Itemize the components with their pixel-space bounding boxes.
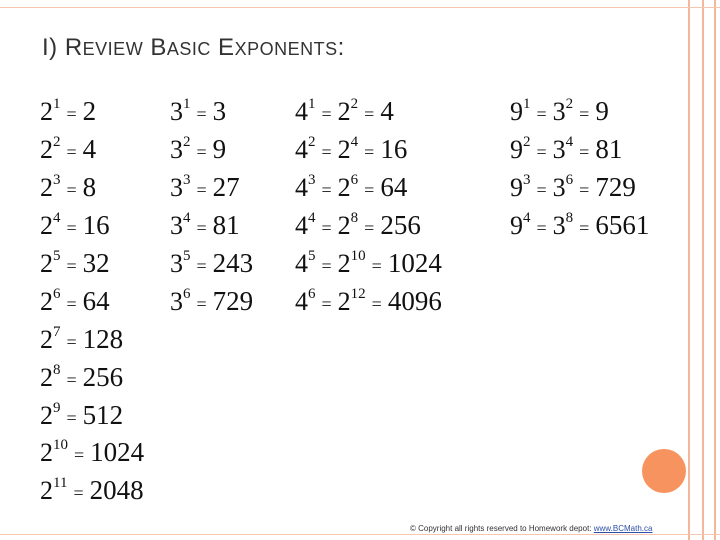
exponent: 3 (53, 172, 61, 188)
equals-sign: = (66, 218, 77, 238)
equals-sign: = (364, 142, 375, 162)
border-stripe (688, 0, 690, 540)
base: 2 (40, 401, 53, 430)
result-value: 16 (82, 210, 110, 240)
equals-sign: = (536, 180, 547, 200)
result-value: 9 (595, 96, 609, 126)
intermediate-exponent: 10 (350, 248, 366, 264)
intermediate-base: 2 (337, 249, 351, 278)
exponent-row (40, 96, 96, 129)
exponent: 8 (53, 362, 61, 378)
result-value: 81 (212, 210, 240, 240)
equals-sign: = (196, 180, 207, 200)
equals-sign: = (196, 218, 207, 238)
copyright-footer (410, 524, 652, 533)
exponent: 5 (183, 248, 191, 264)
intermediate-exponent: 2 (350, 96, 359, 112)
equals-sign: = (536, 218, 547, 238)
exponent-row (40, 324, 123, 357)
exponent-row (510, 210, 649, 243)
result-value: 2 (82, 96, 97, 126)
result-value: 32 (82, 248, 110, 278)
base: 2 (40, 135, 53, 164)
border-line-bottom (0, 534, 720, 535)
equals-sign: = (196, 142, 207, 162)
exponent-row (295, 286, 442, 319)
intermediate-exponent: 12 (350, 286, 366, 302)
base: 2 (40, 325, 53, 354)
exponent: 1 (308, 96, 316, 112)
decorative-circle (642, 449, 686, 493)
base: 9 (510, 97, 523, 126)
intermediate-exponent: 8 (350, 210, 359, 226)
base: 3 (170, 97, 183, 126)
exponent: 4 (183, 210, 191, 226)
exponent: 4 (53, 210, 61, 226)
exponent-row (40, 134, 96, 167)
result-value: 256 (380, 210, 421, 240)
border-line-top (0, 7, 720, 8)
exponent-row (40, 248, 110, 281)
exponent: 2 (523, 134, 531, 150)
exponent-row (40, 172, 96, 205)
intermediate-base: 2 (337, 135, 351, 164)
exponent: 9 (53, 400, 61, 416)
result-value: 729 (212, 286, 254, 316)
base: 9 (510, 173, 523, 202)
result-value: 3 (212, 96, 227, 126)
intermediate-base: 2 (337, 287, 351, 316)
intermediate-base: 2 (337, 173, 351, 202)
base: 2 (40, 363, 53, 392)
exponent: 3 (183, 172, 191, 188)
intermediate-base: 3 (552, 135, 566, 164)
exponent: 5 (308, 248, 316, 264)
equals-sign: = (364, 104, 375, 124)
base: 4 (295, 97, 308, 126)
result-value: 1024 (387, 248, 442, 278)
equals-sign: = (66, 142, 77, 162)
equals-sign: = (579, 180, 590, 200)
result-value: 128 (82, 324, 124, 354)
equals-sign: = (66, 180, 77, 200)
base: 2 (40, 438, 53, 467)
equals-sign: = (321, 142, 332, 162)
exponent: 5 (53, 248, 61, 264)
intermediate-exponent: 4 (565, 134, 574, 150)
exponent-row (40, 362, 123, 395)
exponent: 6 (183, 286, 191, 302)
exponent-row (295, 172, 407, 205)
base: 4 (295, 135, 308, 164)
result-value: 512 (82, 400, 124, 430)
result-value: 6561 (595, 210, 650, 240)
exponent: 2 (308, 134, 316, 150)
exponent-row (510, 172, 636, 205)
exponent-row (170, 248, 253, 281)
intermediate-exponent: 6 (350, 172, 359, 188)
equals-sign: = (66, 104, 77, 124)
equals-sign: = (371, 256, 382, 276)
exponent-row (170, 134, 226, 167)
base: 9 (510, 135, 523, 164)
copyright-text: © Copyright all rights reserved to Homework depot: (410, 524, 594, 533)
base: 2 (40, 287, 53, 316)
result-value: 64 (380, 172, 408, 202)
base: 2 (40, 211, 53, 240)
equals-sign: = (579, 218, 590, 238)
equals-sign: = (196, 294, 207, 314)
exponent-row (295, 210, 421, 243)
result-value: 9 (212, 134, 227, 164)
equals-sign: = (364, 180, 375, 200)
intermediate-exponent: 6 (565, 172, 574, 188)
slide-title: I) REVIEW BASIC EXPONENTS: (42, 34, 345, 61)
equals-sign: = (321, 218, 332, 238)
equals-sign: = (73, 483, 84, 503)
result-value: 64 (82, 286, 110, 316)
exponent: 4 (308, 210, 316, 226)
base: 4 (295, 249, 308, 278)
result-value: 2048 (89, 475, 144, 505)
equals-sign: = (536, 104, 547, 124)
intermediate-exponent: 4 (350, 134, 359, 150)
equals-sign: = (66, 408, 77, 428)
exponent: 2 (53, 134, 61, 150)
result-value: 8 (82, 172, 97, 202)
intermediate-exponent: 2 (565, 96, 574, 112)
exponent-row (40, 475, 144, 508)
exponent-row (170, 172, 240, 205)
equals-sign: = (579, 142, 590, 162)
equals-sign: = (321, 104, 332, 124)
result-value: 256 (82, 362, 124, 392)
base: 4 (295, 173, 308, 202)
exponent-row (510, 134, 622, 167)
equals-sign: = (196, 256, 207, 276)
base: 2 (40, 97, 53, 126)
result-value: 27 (212, 172, 240, 202)
intermediate-base: 2 (337, 97, 351, 126)
equals-sign: = (371, 294, 382, 314)
border-stripe (714, 0, 716, 540)
exponent-row (40, 286, 110, 319)
exponent-row (40, 437, 144, 470)
base: 2 (40, 249, 53, 278)
exponent-row (40, 400, 123, 433)
base: 3 (170, 211, 183, 240)
result-value: 4 (82, 134, 97, 164)
result-value: 16 (380, 134, 408, 164)
intermediate-base: 3 (552, 173, 566, 202)
equals-sign: = (321, 180, 332, 200)
intermediate-exponent: 8 (565, 210, 574, 226)
equals-sign: = (196, 104, 207, 124)
exponent: 6 (308, 286, 316, 302)
result-value: 4 (380, 96, 394, 126)
exponent: 4 (523, 210, 531, 226)
exponent-row (40, 210, 110, 243)
intermediate-base: 2 (337, 211, 351, 240)
equals-sign: = (74, 445, 85, 465)
intermediate-base: 3 (552, 211, 566, 240)
base: 3 (170, 287, 183, 316)
result-value: 81 (595, 134, 623, 164)
equals-sign: = (579, 104, 590, 124)
exponent-row (510, 96, 609, 129)
exponent: 7 (53, 324, 61, 340)
result-value: 243 (212, 248, 254, 278)
website-link[interactable]: www.BCMath.ca (593, 524, 653, 533)
exponent: 3 (308, 172, 316, 188)
exponent: 11 (53, 475, 68, 491)
result-value: 4096 (387, 286, 442, 316)
exponent-row (295, 134, 407, 167)
equals-sign: = (536, 142, 547, 162)
base: 4 (295, 211, 308, 240)
exponent-row (170, 286, 253, 319)
result-value: 1024 (90, 437, 145, 467)
base: 3 (170, 173, 183, 202)
exponent-row (170, 210, 240, 243)
equals-sign: = (66, 256, 77, 276)
equals-sign: = (66, 332, 77, 352)
exponent: 1 (53, 96, 61, 112)
equals-sign: = (321, 256, 332, 276)
equals-sign: = (66, 370, 77, 390)
base: 2 (40, 476, 53, 505)
intermediate-base: 3 (552, 97, 566, 126)
exponent: 3 (523, 172, 531, 188)
exponent: 1 (523, 96, 531, 112)
exponent: 10 (53, 437, 68, 453)
equals-sign: = (321, 294, 332, 314)
exponent: 1 (183, 96, 191, 112)
base: 9 (510, 211, 523, 240)
equals-sign: = (66, 294, 77, 314)
base: 3 (170, 135, 183, 164)
exponent-row (295, 248, 442, 281)
exponent: 6 (53, 286, 61, 302)
base: 2 (40, 173, 53, 202)
exponent-row (295, 96, 394, 129)
exponent: 2 (183, 134, 191, 150)
base: 4 (295, 287, 308, 316)
equals-sign: = (364, 218, 375, 238)
result-value: 729 (595, 172, 636, 202)
exponent-row (170, 96, 226, 129)
border-stripe (702, 0, 704, 540)
base: 3 (170, 249, 183, 278)
